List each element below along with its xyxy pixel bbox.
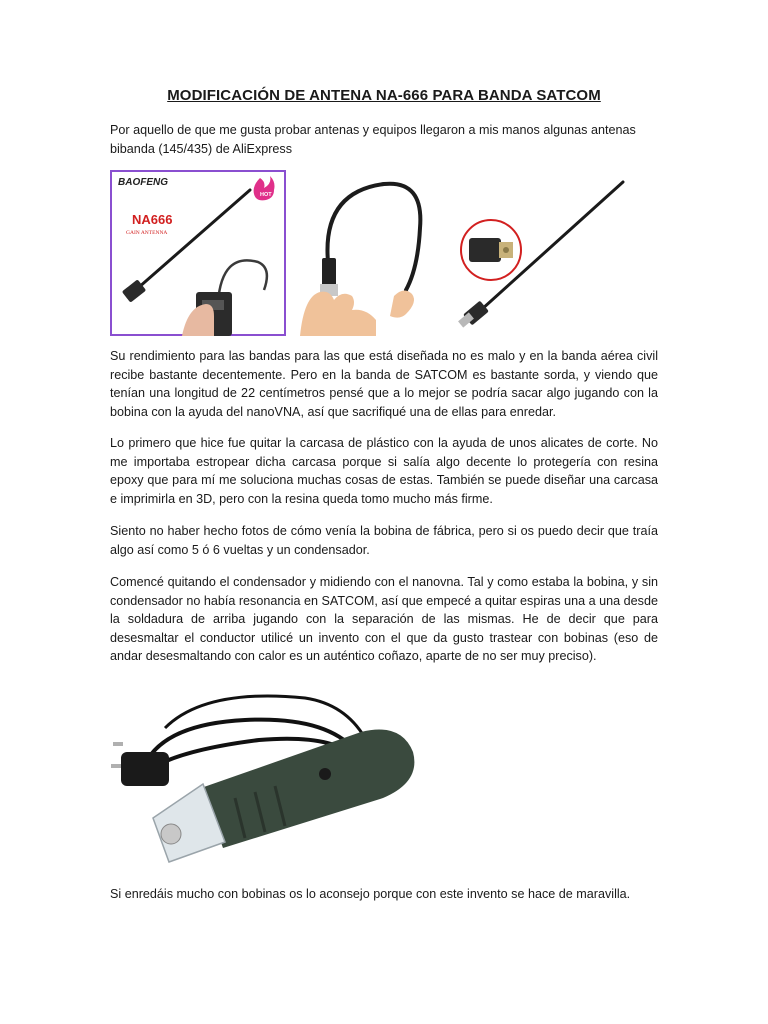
paragraph-coil: Siento no haber hecho fotos de cómo venía la bobina de fábrica, pero si os puedo decir que traía algo así como 5 ó 6 vueltas y un condensador. [110, 524, 658, 557]
paragraph-process: Comencé quitando el condensador y midiendo con el nanovna. Tal y como estaba la bobina, y sin condensador no había resonancia en SATCOM, así que empecé a quitar espiras una a una desde la soldadura de arriba jugando con la separación de las mismas. He de decir que para desesmaltar el conductor utilicé un invento con el que da gusto trastear con bobinas (eso de andar desesmaltando con calor es un auténtico coñazo, aparte de no ser muy preciso). [110, 575, 658, 663]
document-title: MODIFICACIÓN DE ANTENA NA-666 PARA BANDA SATCOM [167, 87, 601, 104]
wire-stripper-tool-image [105, 668, 425, 874]
antenna-product-image [110, 170, 286, 336]
model-label: NA666 [132, 212, 173, 227]
paragraph-housing: Lo primero que hice fue quitar la carcasa de plástico con la ayuda de unos alicates de corte. No me importaba estropear dicha carcasa porque si salía algo decente lo protegería con resina epoxy que para mí me soluciona muchas cosas de estas. También se puede diseñar una carcasa e imprimirla en 3D, pero con la resina queda tomo mucho más firme. [110, 436, 658, 506]
paragraph-performance: Su rendimiento para las bandas para las que está diseñada no es malo y en la banda aérea civil recibe bastante decentemente. Pero en la banda de SATCOM es bastante sorda, y viendo que tenían una longitud de 22 centímetros pensé que a lo mejor se podría sacar algo jugando con la bobina con la ayuda del nanoVNA, así que sacrifiqué una de ellas para enredar. [110, 349, 658, 419]
brand-logo-text: BAOFENG [118, 177, 168, 188]
connector-closeup-icon [461, 220, 521, 280]
model-subtitle: GAIN ANTENNA [126, 230, 168, 236]
flexible-antenna-image [300, 170, 440, 336]
whip-antenna-connector-image [455, 170, 633, 336]
paragraph-intro: Por aquello de que me gusta probar antenas y equipos llegaron a mis manos algunas antenas bibanda (145/435) de AliExpress [110, 123, 636, 156]
svg-text:HOT: HOT [260, 192, 272, 198]
paragraph-recommendation: Si enredáis mucho con bobinas os lo aconsejo porque con este invento se hace de maravilla. [110, 887, 631, 901]
